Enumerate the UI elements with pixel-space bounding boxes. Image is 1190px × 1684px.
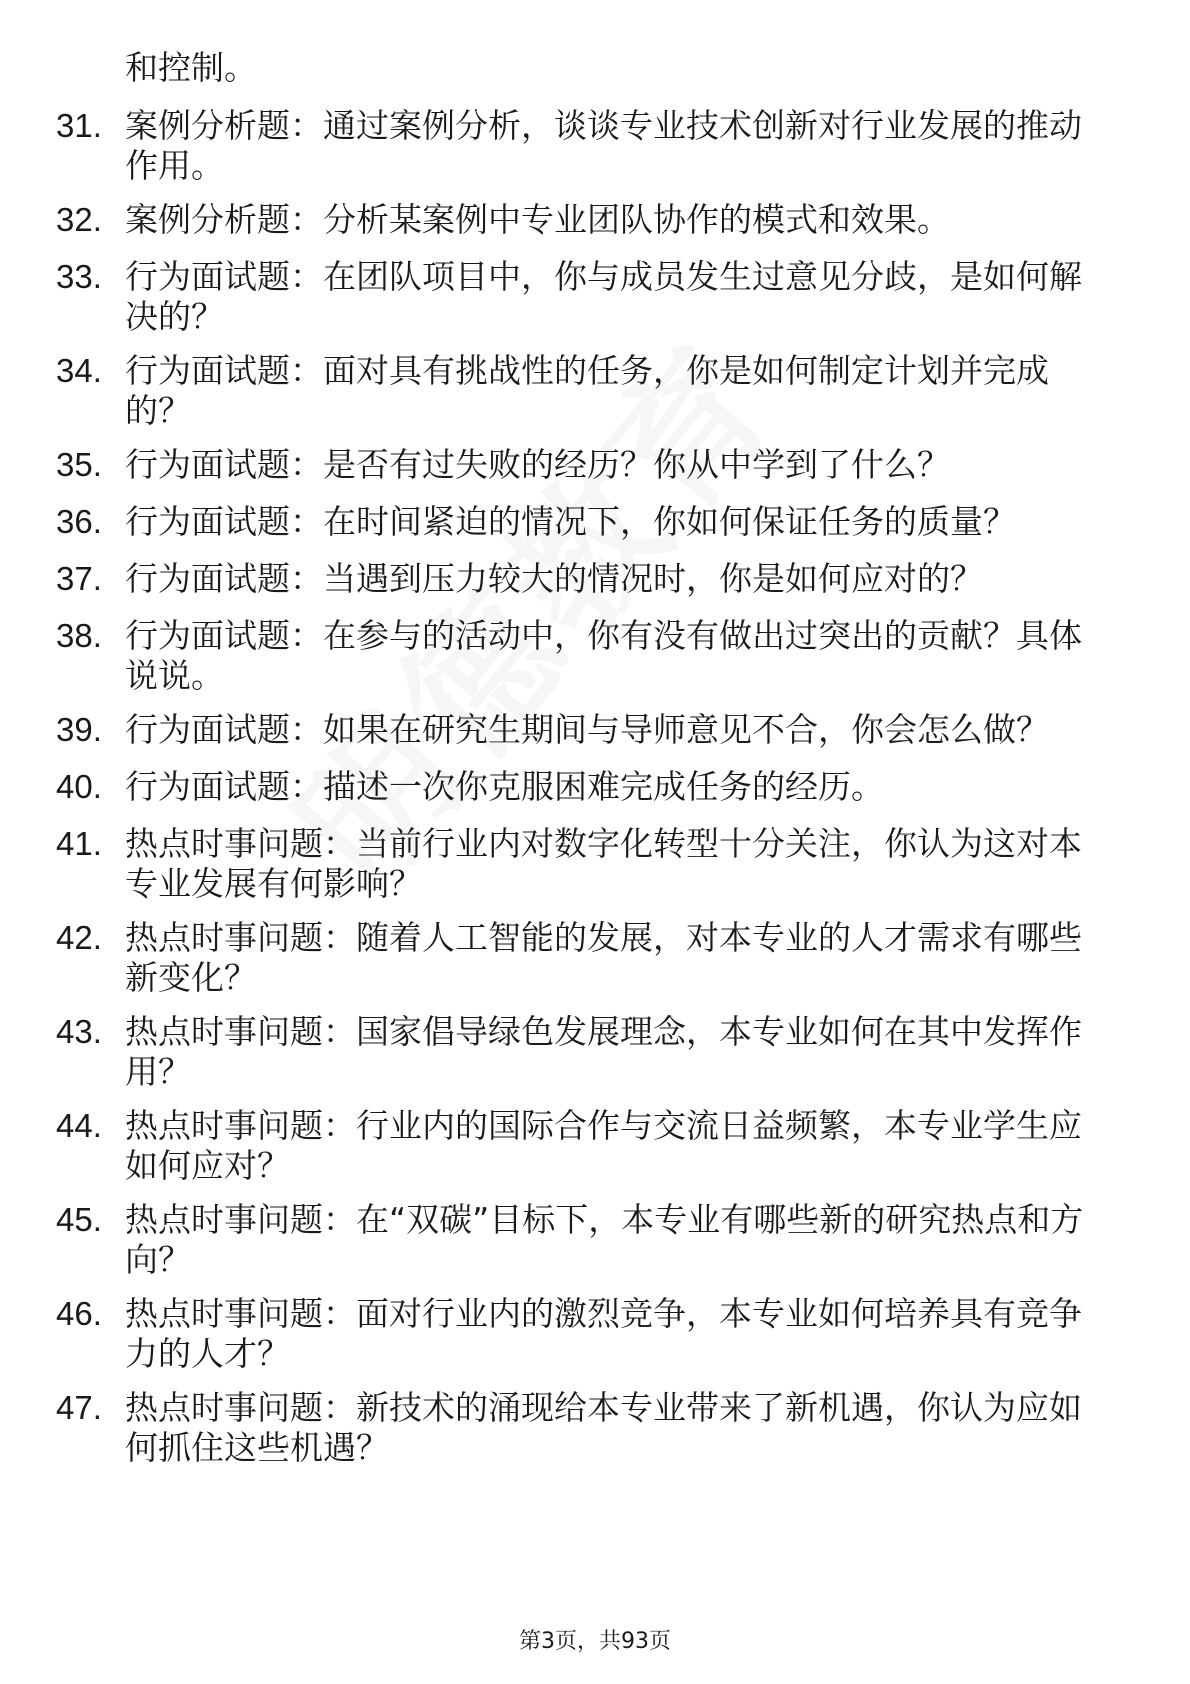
item-number: 44. (56, 1107, 102, 1144)
item-number: 34. (56, 352, 102, 389)
item-number: 36. (56, 503, 102, 540)
item-text: 行为面试题：当遇到压力较大的情况时，你是如何应对的？ (125, 559, 983, 598)
item-text: 案例分析题：分析某案例中专业团队协作的模式和效果。 (125, 200, 950, 239)
item-number: 41. (56, 825, 102, 862)
item-text: 热点时事问题：新技术的涌现给本专业带来了新机遇，你认为应如何抓住这些机遇？ (125, 1388, 1082, 1467)
item-text: 行为面试题：是否有过失败的经历？你从中学到了什么？ (125, 445, 950, 484)
item-number: 42. (56, 919, 102, 956)
item-number: 35. (56, 446, 102, 483)
item-text: 热点时事问题：随着人工智能的发展，对本专业的人才需求有哪些新变化？ (125, 918, 1082, 997)
item-text: 热点时事问题：国家倡导绿色发展理念，本专业如何在其中发挥作用？ (125, 1012, 1082, 1091)
item-text: 热点时事问题：面对行业内的激烈竞争，本专业如何培养具有竞争力的人才？ (125, 1294, 1082, 1373)
item-number: 47. (56, 1389, 102, 1426)
item-text: 案例分析题：通过案例分析，谈谈专业技术创新对行业发展的推动作用。 (125, 106, 1082, 185)
item-text: 行为面试题：在时间紧迫的情况下，你如何保证任务的质量？ (125, 502, 1016, 541)
item-text: 热点时事问题：当前行业内对数字化转型十分关注，你认为这对本专业发展有何影响？ (125, 824, 1082, 903)
item-number: 31. (56, 107, 102, 144)
item-text: 热点时事问题：行业内的国际合作与交流日益频繁，本专业学生应如何应对？ (125, 1106, 1082, 1185)
item-number: 33. (56, 258, 102, 295)
item-number: 37. (56, 560, 102, 597)
item-text: 行为面试题：面对具有挑战性的任务，你是如何制定计划并完成的？ (125, 351, 1049, 430)
continuation-line: 和控制。 (125, 48, 257, 87)
item-number: 45. (56, 1201, 102, 1238)
item-number: 32. (56, 201, 102, 238)
item-number: 46. (56, 1295, 102, 1332)
page-number: 第3页，共93页 (519, 1629, 671, 1654)
item-number: 40. (56, 768, 102, 805)
item-text: 行为面试题：如果在研究生期间与导师意见不合，你会怎么做？ (125, 710, 1049, 749)
item-text: 行为面试题：在参与的活动中，你有没有做出过突出的贡献？具体说说。 (125, 616, 1082, 695)
item-number: 38. (56, 617, 102, 654)
item-number: 43. (56, 1013, 102, 1050)
item-text: 行为面试题：在团队项目中，你与成员发生过意见分歧，是如何解决的？ (125, 257, 1082, 336)
item-text: 行为面试题：描述一次你克服困难完成任务的经历。 (125, 767, 884, 806)
item-text: 热点时事问题：在“双碳”目标下，本专业有哪些新的研究热点和方向？ (125, 1200, 1084, 1279)
item-number: 39. (56, 711, 102, 748)
